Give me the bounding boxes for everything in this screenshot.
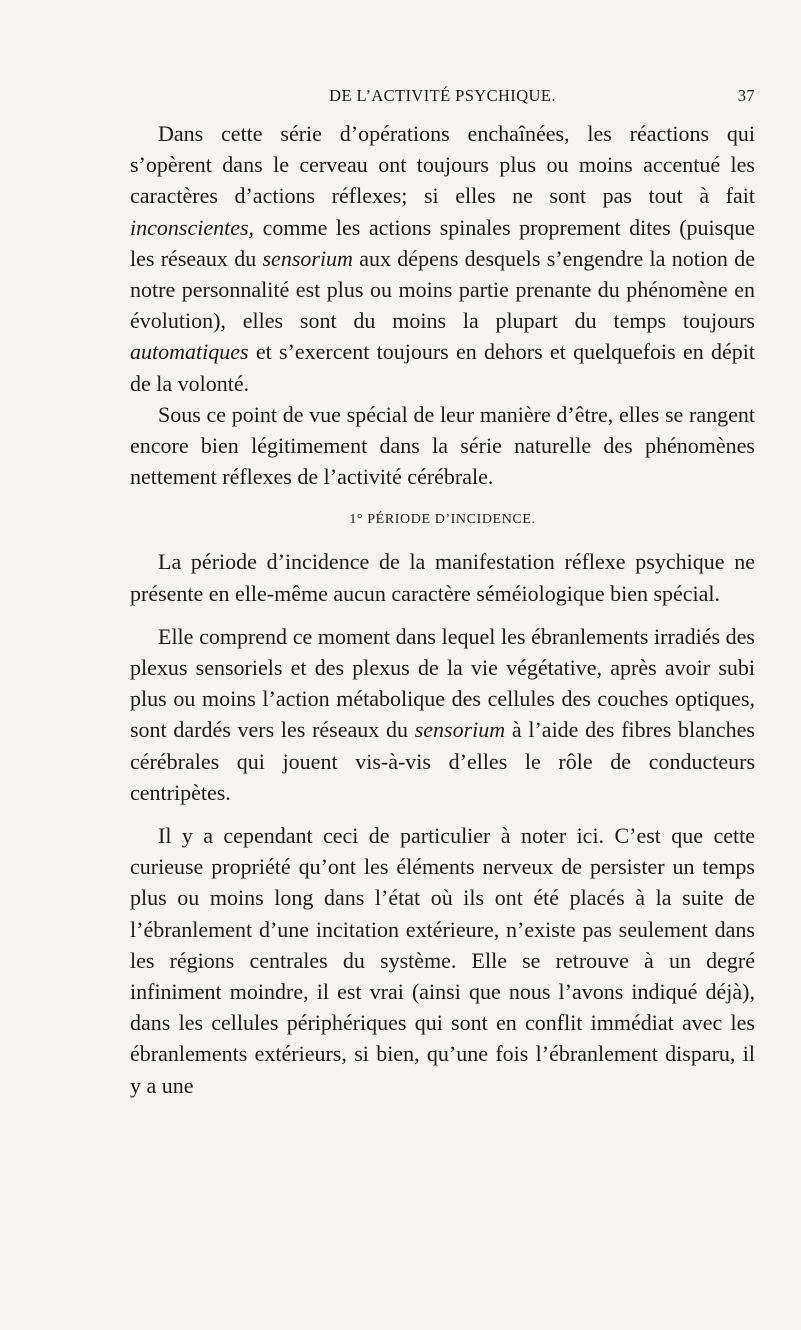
running-head [130, 86, 755, 110]
paragraph-4 [130, 621, 755, 808]
paragraph-4-emphasis-1: sensorium [414, 717, 506, 743]
page-number: 37 [737, 86, 755, 105]
section-heading: 1° PÉRIODE D’INCIDENCE. [349, 512, 536, 528]
paragraph-1-emphasis-1: inconscientes, [130, 214, 255, 240]
paragraph-2: Sous ce point de vue spécial de leur manière d’être, elles se rangent encore bien légitimement dans la série naturelle des phénomènes nettement réflexes de l’activité cérébrale. [130, 401, 755, 490]
paragraph-1-emphasis-2: sensorium [262, 245, 353, 271]
paragraph-1-text-4: et s’exercent toujours en dehors et quelquefois en dépit de la volonté. [130, 339, 755, 396]
paragraph-5: Il y a cependant ceci de particulier à noter ici. C’est que cette curieuse propriété qu’ont les éléments nerveux de persister un temps plus ou moins long dans l’état où ils ont été placés à la suite de l’ébranlement d’une incitation extérieure, n’existe pas seulement dans les régions centrales du système. Elle se retrouve à un degré infiniment moindre, il est vrai (ainsi que nous l’avons indiqué déjà), dans les cellules périphériques qui sont en conflit immédiat avec les ébranlements extérieurs, si bien, qu’une fois l’ébranlement disparu, il y a une [130, 823, 755, 1098]
paragraph-4-text-1: Elle comprend ce moment dans lequel les ébranlements irradiés des plexus sensoriels et des plexus de la vie végétative, après avoir subi plus ou moins l’action métabolique des cellules des couches optiques, sont dardés vers les réseaux du [130, 623, 755, 743]
paragraph-4-text-2: à l’aide des fibres blanches cérébrales qui jouent vis-à-vis d’elles le rôle de conducteurs centripètes. [130, 717, 755, 805]
paragraph-1-emphasis-3: automatiques [130, 339, 249, 365]
paragraph-1 [130, 118, 755, 399]
paragraph-1-text-2: comme les actions spinales proprement dites (puisque les réseaux du [130, 214, 755, 271]
body-text [130, 118, 755, 1101]
paragraph-3: La période d’incidence de la manifestation réflexe psychique ne présente en elle-même aucun caractère séméiologique bien spécial. [130, 549, 755, 606]
running-title: DE L’ACTIVITÉ PSYCHIQUE. [329, 86, 556, 105]
paragraph-1-text-3: aux dépens desquels s’engendre la notion de notre personnalité est plus ou moins partie prenante du phénomène en évolution), elles sont du moins la plupart du temps toujours [130, 245, 755, 334]
paragraph-1-text-1: Dans cette série d’opérations enchaînées, les réactions qui s’opèrent dans le cerveau ont toujours plus ou moins accentué les caractères d’actions réflexes; si elles ne sont pas tout à fait [130, 121, 755, 209]
